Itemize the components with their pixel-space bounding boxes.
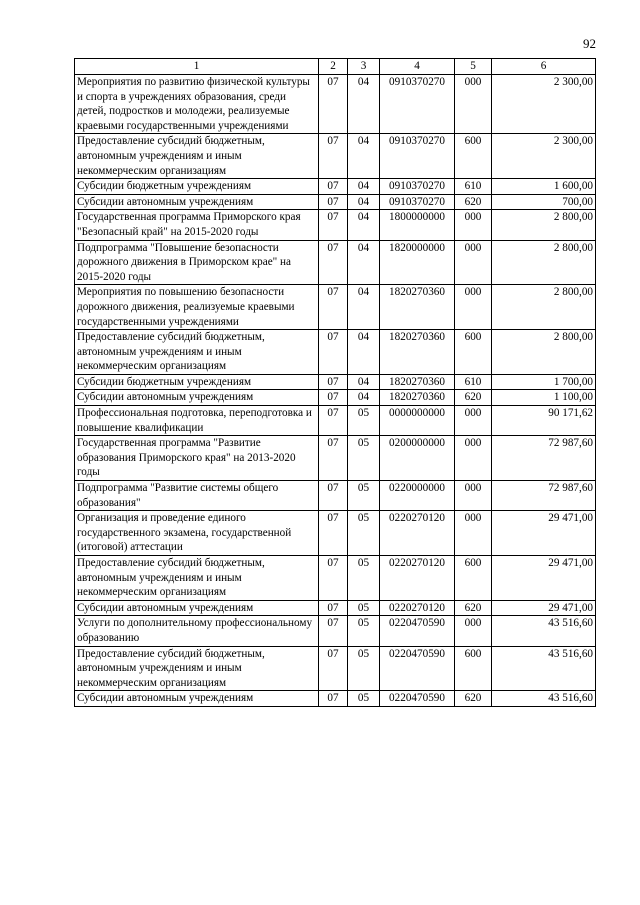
row-target-code-cell: 1820000000 xyxy=(380,240,455,285)
row-subsection-cell: 05 xyxy=(348,436,380,481)
row-amount-cell: 29 471,00 xyxy=(492,556,596,601)
table-row xyxy=(75,194,596,210)
row-expense-kind-cell: 600 xyxy=(455,646,492,691)
row-amount-cell: 2 800,00 xyxy=(492,210,596,240)
row-name-cell: Профессиональная подготовка, переподготовка и повышение квалификации xyxy=(75,406,319,436)
row-name-cell: Государственная программа "Развитие образования Приморского края" на 2013-2020 годы xyxy=(75,436,319,481)
row-section-cell: 07 xyxy=(319,436,348,481)
table-row xyxy=(75,511,596,556)
row-target-code-cell: 0200000000 xyxy=(380,436,455,481)
row-subsection-cell: 04 xyxy=(348,285,380,330)
row-section-cell: 07 xyxy=(319,374,348,390)
table-row xyxy=(75,691,596,707)
row-name-cell: Организация и проведение единого государственного экзамена, государственной (итоговой) аттестации xyxy=(75,511,319,556)
row-subsection-cell: 04 xyxy=(348,179,380,195)
row-name-cell: Подпрограмма "Повышение безопасности дорожного движения в Приморском крае" на 2015-2020 годы xyxy=(75,240,319,285)
row-subsection-cell: 04 xyxy=(348,374,380,390)
row-expense-kind-cell: 000 xyxy=(455,210,492,240)
row-target-code-cell: 1820270360 xyxy=(380,390,455,406)
row-expense-kind-cell: 600 xyxy=(455,330,492,375)
row-section-cell: 07 xyxy=(319,134,348,179)
row-section-cell: 07 xyxy=(319,646,348,691)
row-amount-cell: 2 800,00 xyxy=(492,285,596,330)
row-amount-cell: 43 516,60 xyxy=(492,646,596,691)
row-target-code-cell: 0910370270 xyxy=(380,75,455,134)
column-header: 1 xyxy=(75,59,319,75)
row-amount-cell: 1 600,00 xyxy=(492,179,596,195)
table-row xyxy=(75,374,596,390)
table-row xyxy=(75,616,596,646)
row-section-cell: 07 xyxy=(319,210,348,240)
row-amount-cell: 29 471,00 xyxy=(492,600,596,616)
row-section-cell: 07 xyxy=(319,390,348,406)
column-header: 4 xyxy=(380,59,455,75)
row-amount-cell: 72 987,60 xyxy=(492,436,596,481)
row-expense-kind-cell: 620 xyxy=(455,194,492,210)
row-section-cell: 07 xyxy=(319,285,348,330)
row-target-code-cell: 1800000000 xyxy=(380,210,455,240)
row-section-cell: 07 xyxy=(319,75,348,134)
row-target-code-cell: 0910370270 xyxy=(380,134,455,179)
row-expense-kind-cell: 600 xyxy=(455,556,492,601)
row-subsection-cell: 05 xyxy=(348,511,380,556)
row-section-cell: 07 xyxy=(319,194,348,210)
row-target-code-cell: 0220000000 xyxy=(380,481,455,511)
row-expense-kind-cell: 620 xyxy=(455,691,492,707)
row-target-code-cell: 1820270360 xyxy=(380,330,455,375)
row-expense-kind-cell: 000 xyxy=(455,436,492,481)
table-row xyxy=(75,330,596,375)
row-subsection-cell: 05 xyxy=(348,600,380,616)
table-row xyxy=(75,556,596,601)
row-subsection-cell: 05 xyxy=(348,406,380,436)
row-target-code-cell: 0910370270 xyxy=(380,179,455,195)
row-name-cell: Мероприятия по повышению безопасности дорожного движения, реализуемые краевыми государственными учреждениями xyxy=(75,285,319,330)
row-expense-kind-cell: 620 xyxy=(455,390,492,406)
row-expense-kind-cell: 600 xyxy=(455,134,492,179)
row-amount-cell: 2 800,00 xyxy=(492,240,596,285)
row-subsection-cell: 04 xyxy=(348,390,380,406)
row-name-cell: Субсидии автономным учреждениям xyxy=(75,390,319,406)
row-section-cell: 07 xyxy=(319,600,348,616)
row-target-code-cell: 0910370270 xyxy=(380,194,455,210)
row-target-code-cell: 0220470590 xyxy=(380,616,455,646)
row-subsection-cell: 04 xyxy=(348,194,380,210)
row-expense-kind-cell: 000 xyxy=(455,75,492,134)
row-name-cell: Предоставление субсидий бюджетным, автономным учреждениям и иным некоммерческим организациям xyxy=(75,134,319,179)
row-expense-kind-cell: 000 xyxy=(455,481,492,511)
row-section-cell: 07 xyxy=(319,481,348,511)
row-name-cell: Мероприятия по развитию физической культуры и спорта в учреждениях образования, среди детей, подростков и молодежи, реализуемые краевыми государственными учреждениями xyxy=(75,75,319,134)
row-amount-cell: 1 100,00 xyxy=(492,390,596,406)
row-subsection-cell: 04 xyxy=(348,330,380,375)
table-row xyxy=(75,179,596,195)
row-section-cell: 07 xyxy=(319,556,348,601)
row-amount-cell: 2 300,00 xyxy=(492,134,596,179)
row-target-code-cell: 1820270360 xyxy=(380,374,455,390)
row-subsection-cell: 05 xyxy=(348,556,380,601)
row-name-cell: Услуги по дополнительному профессиональному образованию xyxy=(75,616,319,646)
row-subsection-cell: 04 xyxy=(348,210,380,240)
row-expense-kind-cell: 000 xyxy=(455,616,492,646)
row-subsection-cell: 05 xyxy=(348,616,380,646)
table-row xyxy=(75,481,596,511)
row-section-cell: 07 xyxy=(319,240,348,285)
row-subsection-cell: 05 xyxy=(348,481,380,511)
row-name-cell: Субсидии автономным учреждениям xyxy=(75,691,319,707)
table-row xyxy=(75,210,596,240)
row-target-code-cell: 0220270120 xyxy=(380,556,455,601)
row-expense-kind-cell: 610 xyxy=(455,179,492,195)
row-expense-kind-cell: 000 xyxy=(455,511,492,556)
column-header: 2 xyxy=(319,59,348,75)
row-amount-cell: 2 300,00 xyxy=(492,75,596,134)
row-name-cell: Субсидии бюджетным учреждениям xyxy=(75,179,319,195)
row-name-cell: Субсидии автономным учреждениям xyxy=(75,600,319,616)
row-section-cell: 07 xyxy=(319,511,348,556)
row-amount-cell: 2 800,00 xyxy=(492,330,596,375)
column-header: 3 xyxy=(348,59,380,75)
row-target-code-cell: 0000000000 xyxy=(380,406,455,436)
table-row xyxy=(75,390,596,406)
row-target-code-cell: 1820270360 xyxy=(380,285,455,330)
row-expense-kind-cell: 000 xyxy=(455,240,492,285)
row-target-code-cell: 0220270120 xyxy=(380,511,455,556)
row-expense-kind-cell: 000 xyxy=(455,285,492,330)
table-row xyxy=(75,406,596,436)
row-expense-kind-cell: 620 xyxy=(455,600,492,616)
table-row xyxy=(75,646,596,691)
page-number: 92 xyxy=(583,36,596,51)
table-row xyxy=(75,134,596,179)
row-name-cell: Предоставление субсидий бюджетным, автономным учреждениям и иным некоммерческим организациям xyxy=(75,646,319,691)
row-subsection-cell: 04 xyxy=(348,75,380,134)
budget-table xyxy=(74,58,596,707)
row-subsection-cell: 04 xyxy=(348,240,380,285)
row-expense-kind-cell: 000 xyxy=(455,406,492,436)
row-target-code-cell: 0220270120 xyxy=(380,600,455,616)
row-amount-cell: 1 700,00 xyxy=(492,374,596,390)
table-row xyxy=(75,436,596,481)
row-subsection-cell: 04 xyxy=(348,134,380,179)
row-target-code-cell: 0220470590 xyxy=(380,691,455,707)
row-expense-kind-cell: 610 xyxy=(455,374,492,390)
row-amount-cell: 43 516,60 xyxy=(492,691,596,707)
row-section-cell: 07 xyxy=(319,406,348,436)
row-subsection-cell: 05 xyxy=(348,646,380,691)
row-name-cell: Субсидии автономным учреждениям xyxy=(75,194,319,210)
table-body xyxy=(75,75,596,707)
table-row xyxy=(75,75,596,134)
row-amount-cell: 29 471,00 xyxy=(492,511,596,556)
table-header-row xyxy=(75,59,596,75)
column-header: 5 xyxy=(455,59,492,75)
table-row xyxy=(75,600,596,616)
row-target-code-cell: 0220470590 xyxy=(380,646,455,691)
row-amount-cell: 700,00 xyxy=(492,194,596,210)
row-amount-cell: 43 516,60 xyxy=(492,616,596,646)
row-amount-cell: 72 987,60 xyxy=(492,481,596,511)
row-name-cell: Предоставление субсидий бюджетным, автономным учреждениям и иным некоммерческим организациям xyxy=(75,330,319,375)
column-header: 6 xyxy=(492,59,596,75)
row-section-cell: 07 xyxy=(319,691,348,707)
table-row xyxy=(75,240,596,285)
row-subsection-cell: 05 xyxy=(348,691,380,707)
row-name-cell: Предоставление субсидий бюджетным, автономным учреждениям и иным некоммерческим организациям xyxy=(75,556,319,601)
row-name-cell: Подпрограмма "Развитие системы общего образования" xyxy=(75,481,319,511)
row-section-cell: 07 xyxy=(319,330,348,375)
row-name-cell: Государственная программа Приморского края "Безопасный край" на 2015-2020 годы xyxy=(75,210,319,240)
row-name-cell: Субсидии бюджетным учреждениям xyxy=(75,374,319,390)
row-amount-cell: 90 171,62 xyxy=(492,406,596,436)
table-row xyxy=(75,285,596,330)
row-section-cell: 07 xyxy=(319,616,348,646)
row-section-cell: 07 xyxy=(319,179,348,195)
